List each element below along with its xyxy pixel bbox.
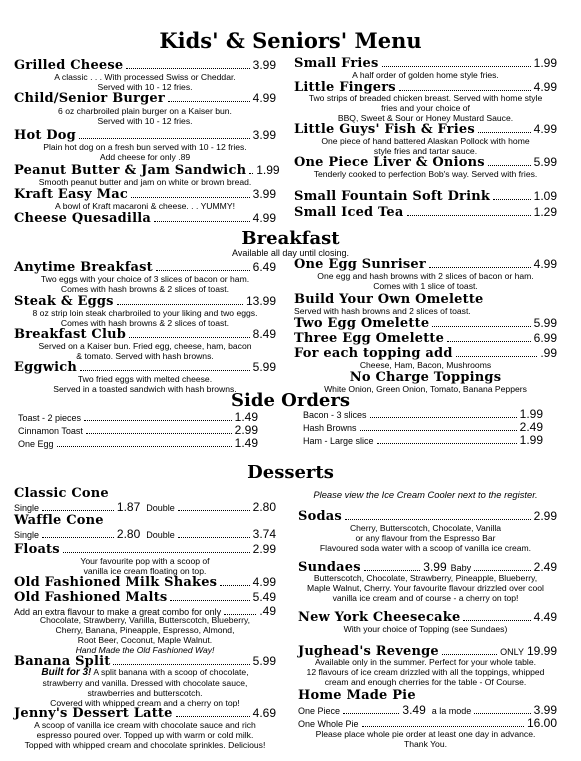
menu-item bbox=[294, 346, 557, 361]
item-description: Cherry, Butterscotch, Chocolate, Vanilla or any flavour from the Espresso Bar Flavoured soda water with a scoop of vanilla ice cream. bbox=[319, 523, 532, 553]
item-price: 1.99 bbox=[519, 407, 543, 421]
menu-item bbox=[14, 575, 276, 590]
item-name: Breakfast Club bbox=[14, 327, 127, 342]
side-item bbox=[303, 433, 543, 447]
item-description: Smooth peanut butter and jam on white or brown bread. bbox=[38, 177, 252, 187]
item-description: A bowl of Kraft macaroni & cheese. . . YUMMY! bbox=[55, 201, 235, 211]
item-name: Cheese Quesadilla bbox=[14, 211, 151, 226]
menu-item bbox=[14, 211, 276, 226]
item-description: Tenderly cooked to perfection Bob's way. Served with fries. bbox=[313, 169, 538, 179]
item-price: 3.99 bbox=[252, 128, 276, 142]
item-name: One Egg bbox=[18, 439, 54, 449]
side-item bbox=[18, 423, 258, 437]
item-name: Three Egg Omelette bbox=[294, 331, 445, 346]
item-name: One Egg Sunriser bbox=[294, 257, 426, 272]
item-name: Bacon - 3 slices bbox=[303, 410, 367, 420]
item-price: 6.99 bbox=[533, 331, 557, 345]
menu-item bbox=[14, 590, 276, 605]
cone-prices: Single 2.80 Double 3.74 bbox=[14, 527, 276, 541]
menu-item bbox=[294, 331, 557, 346]
pie-prices: One Piece 3.49 a la mode 3.99 bbox=[298, 703, 557, 717]
item-name: Anytime Breakfast bbox=[14, 260, 153, 275]
item-price: .99 bbox=[540, 346, 557, 360]
item-price: 2.99 bbox=[234, 423, 258, 437]
item-description: A half order of golden home style fries. bbox=[352, 70, 499, 80]
menu-item bbox=[298, 509, 557, 524]
item-name: Hot Dog bbox=[14, 128, 76, 143]
item-description: Please place whole pie order at least one day in advance. Thank You. bbox=[315, 729, 536, 749]
item-price: 2.49 bbox=[519, 420, 543, 434]
item-price: 13.99 bbox=[245, 294, 276, 308]
item-name: Steak & Eggs bbox=[14, 294, 114, 309]
item-name: Jenny's Dessert Latte bbox=[14, 706, 173, 721]
side-item bbox=[18, 436, 258, 450]
menu-item bbox=[294, 205, 557, 220]
item-price: 1.99 bbox=[533, 56, 557, 70]
item-price: 4.99 bbox=[252, 91, 276, 105]
no-charge-heading: No Charge Toppings bbox=[349, 370, 502, 385]
menu-item bbox=[14, 327, 276, 342]
item-name: Add an extra flavour to make a great combo for only bbox=[14, 607, 222, 617]
item-price: 5.49 bbox=[252, 590, 276, 604]
item-name: One Piece Liver & Onions bbox=[294, 155, 485, 170]
item-price: 4.69 bbox=[252, 706, 276, 720]
menu-item bbox=[14, 187, 276, 202]
item-price: 19.99 bbox=[526, 644, 557, 658]
item-name: Little Fingers bbox=[294, 80, 396, 95]
menu-item bbox=[14, 58, 276, 73]
item-description: Two fried eggs with melted cheese. Served in a toasted sandwich with hash browns. bbox=[53, 374, 237, 394]
side-item bbox=[303, 407, 543, 421]
item-description: Two strips of breaded chicken breast. Served with home style fries and your choice of BBQ, Sweet & Sour or Honey Mustard Sauce. bbox=[308, 93, 543, 123]
item-name: Eggwich bbox=[14, 360, 77, 375]
menu-item bbox=[294, 316, 557, 331]
item-price: 5.99 bbox=[533, 155, 557, 169]
breakfast-heading: Breakfast bbox=[241, 228, 340, 249]
item-price: 4.99 bbox=[533, 122, 557, 136]
item-name: Toast - 2 pieces bbox=[18, 413, 82, 423]
menu-item bbox=[294, 155, 557, 170]
item-name: Sundaes bbox=[298, 560, 361, 575]
item-price: 4.99 bbox=[533, 257, 557, 271]
menu-item bbox=[14, 163, 280, 178]
item-description: Butterscotch, Chocolate, Strawberry, Pineapple, Blueberry, Maple Walnut, Cherry. Your favourite flavour drizzled over cool vanilla ice cream and of course - a cherry on top! bbox=[307, 573, 544, 603]
menu-item bbox=[294, 257, 557, 272]
item-name: Cinnamon Toast bbox=[18, 426, 83, 436]
item-name: Hash Browns bbox=[303, 423, 357, 433]
side-item bbox=[18, 410, 258, 424]
item-description: A classic . . . With processed Swiss or Cheddar. Served with 10 - 12 fries. bbox=[54, 72, 236, 92]
item-price: 1.49 bbox=[234, 410, 258, 424]
item-price: 1.99 bbox=[519, 433, 543, 447]
item-price: 2.99 bbox=[252, 542, 276, 556]
item-price: 4.49 bbox=[533, 610, 557, 624]
item-price: 4.99 bbox=[533, 80, 557, 94]
item-name: Ham - Large slice bbox=[303, 436, 374, 446]
item-description: White Onion, Green Onion, Tomato, Banana Peppers bbox=[324, 384, 527, 394]
item-name: Little Guys' Fish & Fries bbox=[294, 122, 475, 137]
item-description: Two eggs with your choice of 3 slices of bacon or ham. Comes with hash browns & 2 slices of toast. bbox=[40, 274, 250, 294]
item-price: 6.49 bbox=[252, 260, 276, 274]
item-description: 8 oz strip loin steak charbroiled to your liking and two eggs. Comes with hash browns & 2 slices of toast. bbox=[32, 308, 258, 328]
item-price: 3.99 bbox=[252, 187, 276, 201]
item-name: Banana Split bbox=[14, 654, 111, 669]
menu-item: Sundaes 3.99 Baby 2.49 bbox=[298, 560, 557, 575]
item-name: For each topping add bbox=[294, 346, 453, 361]
desserts-heading: Desserts bbox=[247, 462, 334, 483]
item-price: 4.99 bbox=[252, 211, 276, 225]
item-name: Child/Senior Burger bbox=[14, 91, 165, 106]
menu-item bbox=[14, 706, 276, 721]
pie-prices: One Whole Pie 16.00 bbox=[298, 716, 557, 730]
item-description: Available only in the summer. Perfect for your whole table. 12 flavours of ice cream drizzled with all the toppings, whipped cream and enough cherries for the table - Of Course. bbox=[306, 657, 545, 687]
waffle-cone-heading: Waffle Cone bbox=[14, 513, 104, 528]
item-price: 4.99 bbox=[252, 575, 276, 589]
item-price: 2.99 bbox=[533, 509, 557, 523]
item-name: Old Fashioned Malts bbox=[14, 590, 168, 605]
item-price: 1.49 bbox=[234, 436, 258, 450]
menu-item bbox=[14, 542, 276, 557]
item-description: Served with hash browns and 2 slices of toast. bbox=[294, 306, 471, 316]
build-omelette-heading: Build Your Own Omelette bbox=[294, 292, 484, 307]
item-price: 1.09 bbox=[533, 189, 557, 203]
item-price: 5.99 bbox=[252, 654, 276, 668]
classic-cone-heading: Classic Cone bbox=[14, 486, 109, 501]
item-price: 8.49 bbox=[252, 327, 276, 341]
item-price: 5.99 bbox=[252, 360, 276, 374]
item-price: 1.29 bbox=[533, 205, 557, 219]
item-description: Served on a Kaiser bun. Fried egg, cheese, ham, bacon & tomato. Served with hash browns. bbox=[38, 341, 252, 361]
item-name: Small Fountain Soft Drink bbox=[294, 189, 491, 204]
item-name: Sodas bbox=[298, 509, 342, 524]
item-description: Your favourite pop with a scoop of vanilla ice cream floating on top. bbox=[80, 556, 210, 576]
cooler-note: Please view the Ice Cream Cooler next to the register. bbox=[313, 489, 538, 500]
item-description: One piece of hand battered Alaskan Pollock with home style fries and tartar sauce. bbox=[321, 136, 530, 156]
item-description: Plain hot dog on a fresh bun served with 10 - 12 fries. Add cheese for only .89 bbox=[43, 142, 247, 162]
item-description: One egg and hash browns with 2 slices of bacon or ham. Comes with 1 slice of toast. bbox=[317, 271, 534, 291]
item-name: Small Iced Tea bbox=[294, 205, 404, 220]
item-name: Jughead's Revenge bbox=[298, 644, 439, 659]
item-name: New York Cheesecake bbox=[298, 610, 461, 625]
item-name: Old Fashioned Milk Shakes bbox=[14, 575, 218, 590]
side-item bbox=[303, 420, 543, 434]
menu-title: Kids' & Seniors' Menu bbox=[159, 28, 422, 53]
menu-item bbox=[14, 91, 276, 106]
item-description: With your choice of Topping (see Sundaes) bbox=[343, 624, 508, 634]
item-name: Small Fries bbox=[294, 56, 379, 71]
item-description: 6 oz charbroiled plain burger on a Kaiser bun. Served with 10 - 12 fries. bbox=[58, 106, 232, 126]
menu-item bbox=[14, 294, 276, 309]
menu-item bbox=[14, 128, 276, 143]
item-description: Chocolate, Strawberry, Vanilla, Butterscotch, Blueberry, Cherry, Banana, Pineapple, Espresso, Almond, Root Beer, Coconut, Maple Walnut. Hand Made the Old Fashioned Way! bbox=[39, 615, 251, 655]
item-price: 5.99 bbox=[533, 316, 557, 330]
menu-item bbox=[14, 360, 276, 375]
item-name: Two Egg Omelette bbox=[294, 316, 430, 331]
menu-item: Jughead's Revenge ONLY 19.99 bbox=[298, 644, 557, 659]
item-name: Kraft Easy Mac bbox=[14, 187, 128, 202]
cone-prices: Single 1.87 Double 2.80 bbox=[14, 500, 276, 514]
item-price: 1.99 bbox=[256, 163, 280, 177]
item-price: .49 bbox=[259, 604, 276, 618]
breakfast-subtitle: Available all day until closing. bbox=[232, 248, 349, 258]
item-name: Grilled Cheese bbox=[14, 58, 124, 73]
item-name: Peanut Butter & Jam Sandwich bbox=[14, 163, 247, 178]
item-description: Built for 3! A split banana with a scoop of chocolate, strawberry and vanilla. Dressed with chocolate sauce, strawberries and butterscotch. Covered with whipped cream and a cherry on top! bbox=[41, 667, 249, 708]
item-description: A scoop of vanilla ice cream with chocolate sauce and rich espresso poured over. Topped up with warm or cold milk. Topped with whipped cream and chocolate sprinkles. Delicious! bbox=[24, 720, 266, 750]
menu-item bbox=[14, 260, 276, 275]
item-description: Cheese, Ham, Bacon, Mushrooms bbox=[359, 360, 492, 370]
menu-item bbox=[294, 56, 557, 71]
menu-item bbox=[294, 189, 557, 204]
item-name: Floats bbox=[14, 542, 60, 557]
home-made-pie-heading: Home Made Pie bbox=[298, 688, 416, 703]
item-price: 3.99 bbox=[252, 58, 276, 72]
menu-item bbox=[298, 610, 557, 625]
side-orders-heading: Side Orders bbox=[231, 390, 350, 411]
menu-item bbox=[294, 122, 557, 137]
